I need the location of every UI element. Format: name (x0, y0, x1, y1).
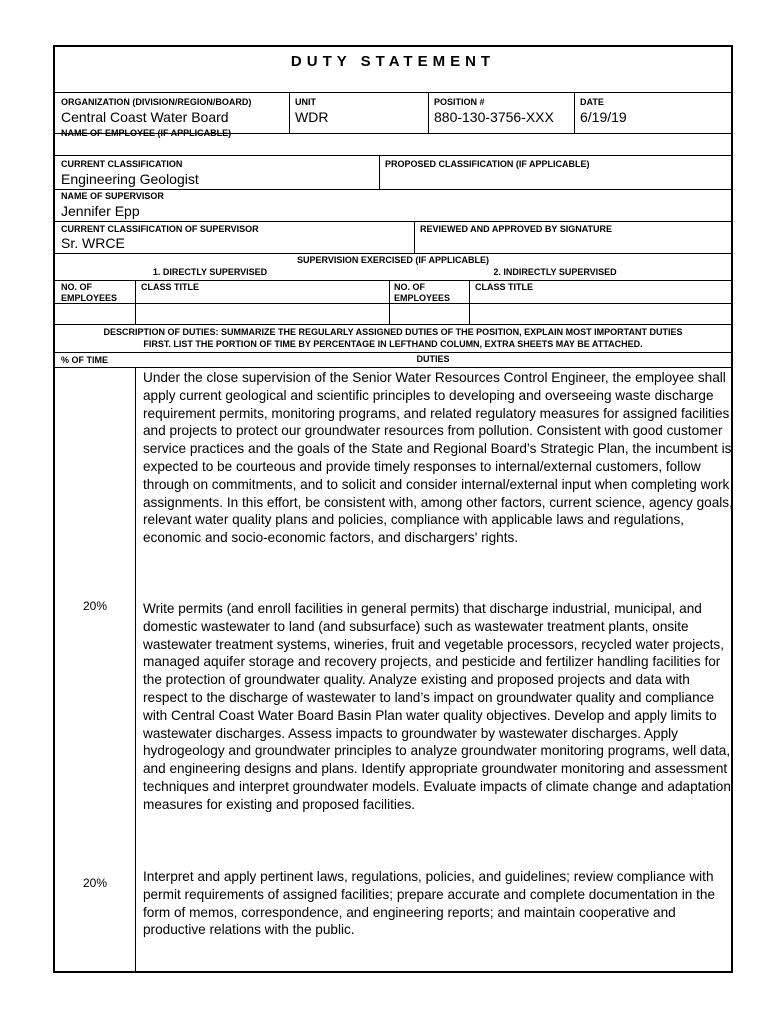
employee-label: NAME OF EMPLOYEE (IF APPLICABLE) (61, 128, 232, 138)
directly-supervised-label: 1. DIRECTLY SUPERVISED (152, 267, 268, 277)
divider (55, 189, 731, 190)
divider (55, 324, 731, 325)
duty-percent: 20% (82, 599, 108, 613)
divider (55, 280, 731, 281)
reviewed-approved-label: REVIEWED AND APPROVED BY SIGNATURE (420, 224, 613, 234)
current-classification-value: Engineering Geologist (61, 171, 199, 187)
supervisor-classification-label: CURRENT CLASSIFICATION OF SUPERVISOR (61, 224, 259, 234)
divider (135, 280, 136, 324)
duty-paragraph-permits: Write permits (and enroll facilities in general permits) that discharge industrial, municipal, and domestic wastewater to land (and subsurface) such as wastewater treatment plants, onsite wastewater treatment systems, wineries, fruit and vegetable processors, recycled water projects, managed aquifer storage and recovery projects, and pesticide and fertilizer handling facilities for the protection of groundwater quality. Analyze existing and proposed projects and data with respect to the discharge of wastewater to land’s impact on groundwater quality and compliance with Central Coast Water Board Basin Plan water quality objectives. Develop and apply limits to wastewater discharges. Assess impacts to groundwater by wastewater discharges. Apply hydrogeology and groundwater principles to analyze groundwater monitoring programs, well data, and engineering designs and plans. Identify appropriate groundwater monitoring and assessment techniques and interpret groundwater models. Evaluate impacts of climate change and adaptation measures for existing and proposed facilities. (143, 601, 731, 812)
divider (469, 280, 470, 324)
date-value: 6/19/19 (580, 109, 627, 125)
position-label: POSITION # (434, 97, 485, 107)
date-label: DATE (580, 97, 604, 107)
divider (289, 92, 290, 133)
divider (414, 221, 415, 253)
organization-label: ORGANIZATION (DIVISION/REGION/BOARD) (61, 97, 252, 107)
supervision-heading: SUPERVISION EXERCISED (IF APPLICABLE) (296, 255, 490, 265)
class-title-label: CLASS TITLE (141, 282, 199, 292)
duty-percent: 20% (82, 876, 108, 890)
divider (55, 92, 731, 93)
divider (55, 352, 731, 353)
description-instructions-line1: DESCRIPTION OF DUTIES: SUMMARIZE THE REGULARLY ASSIGNED DUTIES OF THE POSITION, EXPLAIN MOST IMPORTANT DUTIES (103, 327, 683, 337)
indirectly-supervised-label: 2. INDIRECTLY SUPERVISED (493, 267, 617, 277)
divider (379, 155, 380, 189)
class-title-label: CLASS TITLE (475, 282, 533, 292)
divider (55, 253, 731, 254)
divider (55, 221, 731, 222)
duties-header: DUTIES (416, 354, 450, 364)
divider (55, 367, 731, 368)
divider (389, 280, 390, 324)
proposed-classification-label: PROPOSED CLASSIFICATION (IF APPLICABLE) (385, 159, 590, 169)
no-of-label: NO. OF (394, 282, 425, 292)
no-of-label: NO. OF (61, 282, 92, 292)
description-instructions-line2: FIRST. LIST THE PORTION OF TIME BY PERCENTAGE IN LEFTHAND COLUMN, EXTRA SHEETS MAY BE ATTACHED. (143, 339, 643, 349)
divider (135, 367, 136, 973)
current-classification-label: CURRENT CLASSIFICATION (61, 159, 183, 169)
employees-label: EMPLOYEES (394, 293, 451, 303)
divider (55, 155, 731, 156)
supervisor-value: Jennifer Epp (61, 203, 140, 219)
employees-label: EMPLOYEES (61, 293, 118, 303)
duty-statement-form (53, 45, 733, 973)
supervisor-classification-value: Sr. WRCE (61, 235, 125, 251)
duty-paragraph-compliance: Interpret and apply pertinent laws, regulations, policies, and guidelines; review compliance with permit requirements of assigned facilities; prepare accurate and complete documentation in the form of memos, correspondence, and engineering reports; and maintain cooperative and productive relations with the public. (143, 869, 716, 938)
form-title: DUTY STATEMENT (290, 53, 496, 70)
divider (55, 303, 731, 304)
duty-paragraph-intro: Under the close supervision of the Senior Water Resources Control Engineer, the employee shall apply current geological and scientific principles to developing and overseeing waste discharge requirement permits, monitoring programs, and related regulatory measures for assigned facilities and projects to protect our groundwater resources from pollution. Consistent with good customer service practices and the goals of the State and Regional Board’s Strategic Plan, the incumbent is expected to be courteous and provide timely responses to internal/external customers, follow through on commitments, and to solicit and consider internal/external input when completing work assignments. In this effort, be consistent with, among other factors, current science, agency goals, relevant water quality plans and policies, compliance with applicable laws and regulations, economic and socio-economic factors, and dischargers' rights. (143, 370, 733, 546)
organization-value: Central Coast Water Board (61, 109, 229, 125)
unit-label: UNIT (295, 97, 316, 107)
divider (428, 92, 429, 133)
position-value: 880-130-3756-XXX (434, 109, 554, 125)
divider (574, 92, 575, 133)
unit-value: WDR (295, 109, 329, 125)
supervisor-label: NAME OF SUPERVISOR (61, 191, 164, 201)
percent-of-time-header: % OF TIME (61, 355, 108, 365)
